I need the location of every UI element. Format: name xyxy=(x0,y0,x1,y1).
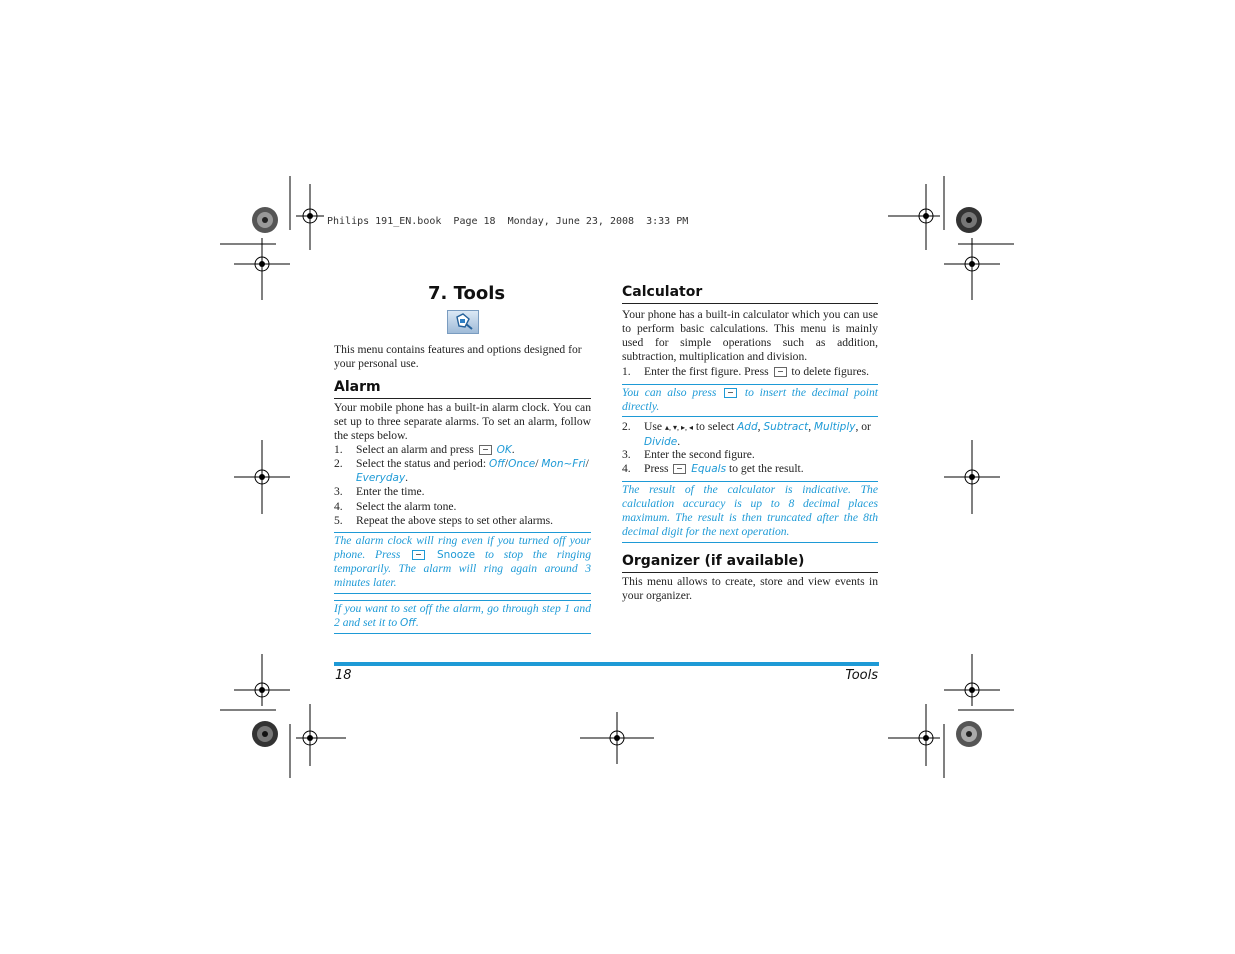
alarm-note1-top-rule xyxy=(334,532,591,533)
calculator-rule xyxy=(622,303,878,304)
calculator-step-2: 2. Use ▴, ▾, ▸, ◂ to select Add, Subtract, Multiply, or Divide. xyxy=(622,420,871,448)
select-key-icon xyxy=(673,464,686,474)
calculator-note-1: You can also press to insert the decimal point directly. xyxy=(622,386,879,413)
alarm-step-4: 4. Select the alarm tone. xyxy=(334,500,457,513)
alarm-note1-bottom-rule xyxy=(334,593,591,594)
alarm-note2-bottom-rule xyxy=(334,633,591,634)
alarm-note2-top-rule xyxy=(334,600,591,601)
alarm-step-1: 1. Select an alarm and press OK. xyxy=(334,443,515,456)
calc-note2-bottom-rule xyxy=(622,542,878,543)
calculator-step-1: 1. Enter the first figure. Press to delete figures. xyxy=(622,365,870,378)
calculator-note-2: The result of the calculator is indicative. The calculation accuracy is up to 8 decimal places maximum. The result is then truncated after the 8th decimal digit for the next operation. xyxy=(622,483,878,538)
calc-note1-top-rule xyxy=(622,384,878,385)
clear-key-icon xyxy=(774,367,787,377)
chapter-title: 7. Tools xyxy=(428,283,506,304)
chapter-intro: This menu contains features and options designed for your personal use. xyxy=(334,343,582,370)
calculator-intro: Your phone has a built-in calculator which you can use to perform basic calculations. This menu is mainly used for simple operations such as addition, subtraction, multiplication and division. xyxy=(622,308,878,363)
alarm-rule xyxy=(334,398,591,399)
select-key-icon xyxy=(412,550,425,560)
page-number: 18 xyxy=(335,668,352,683)
calculator-step-4: 4. Press Equals to get the result. xyxy=(622,462,804,475)
alarm-intro: Your mobile phone has a built-in alarm clock. You can set up to three separate alarms. To set an alarm, follow the steps below. xyxy=(334,401,591,442)
calc-note2-top-rule xyxy=(622,481,878,482)
calculator-heading: Calculator xyxy=(622,284,703,300)
select-key-icon xyxy=(479,445,492,455)
star-key-icon xyxy=(724,388,737,398)
footer-section: Tools xyxy=(845,668,878,683)
navigation-arrows-icon: ▴, ▾, ▸, ◂ xyxy=(664,423,693,432)
alarm-step-3: 3. Enter the time. xyxy=(334,485,425,498)
alarm-note-1: The alarm clock will ring even if you turned off your phone. Press Snooze to stop the ringing temporarily. The alarm will ring again around 3 minutes later. xyxy=(334,534,592,589)
alarm-step-2: 2. Select the status and period: Off/Once/ Mon~Fri/ Everyday. xyxy=(334,457,589,484)
calculator-step-3: 3. Enter the second figure. xyxy=(622,448,755,461)
organizer-intro: This menu allows to create, store and view events in your organizer. xyxy=(622,575,878,602)
alarm-note-2: If you want to set off the alarm, go through step 1 and 2 and set it to Off. xyxy=(334,602,591,629)
alarm-heading: Alarm xyxy=(334,379,381,395)
tools-icon xyxy=(447,310,479,334)
alarm-step-5: 5. Repeat the above steps to set other alarms. xyxy=(334,514,554,527)
organizer-rule xyxy=(622,572,878,573)
file-info-header: Philips 191_EN.book Page 18 Monday, June 23, 2008 3:33 PM xyxy=(327,216,689,227)
calc-note1-bottom-rule xyxy=(622,416,878,417)
footer-bar xyxy=(334,662,879,666)
organizer-heading: Organizer (if available) xyxy=(622,553,805,569)
